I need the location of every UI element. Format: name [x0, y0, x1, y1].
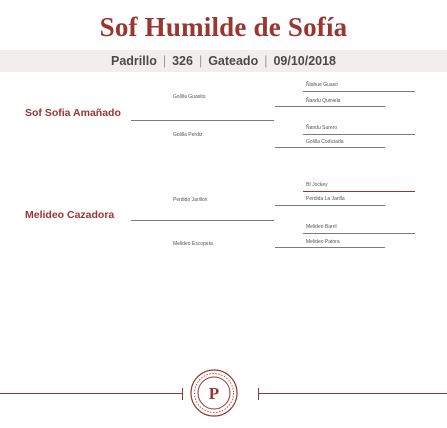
g3-7-name: Melideo Barril: [306, 224, 337, 230]
logo-letter: P: [208, 384, 220, 403]
dam-dam-name: Melideo Escopeta: [173, 241, 213, 247]
dam-name: Melideo Cazadora: [25, 209, 115, 221]
horse-name-title: Sof Humilde de Sofía: [99, 12, 348, 42]
horse-info-band: [0, 50, 447, 72]
g3-5-line: [303, 191, 415, 192]
horse-sex: Padrillo: [110, 54, 157, 68]
sire-dam-name: Golilla Perdiz: [173, 132, 203, 138]
g3-8-line: [275, 247, 385, 248]
separator: |: [264, 54, 268, 68]
g3-6-line: [275, 205, 385, 206]
separator: |: [162, 54, 167, 68]
footer-bar-right: [258, 388, 259, 400]
g3-2-name: Ñandu Quiniela: [306, 98, 341, 104]
separator: |: [198, 54, 203, 68]
sire-name: Sof Sofia Amañado: [25, 107, 121, 119]
g3-1-name: Ñiahue Guaso: [306, 82, 338, 88]
dam-sire-name: Perdido Jarillon: [173, 197, 208, 203]
horse-birthdate: 09/10/2018: [273, 54, 337, 68]
g3-3-line: [303, 134, 415, 135]
dam-line: [131, 220, 274, 221]
g3-3-name: Ñandu Surero: [306, 125, 338, 131]
g3-1-line: [303, 91, 415, 92]
horse-color: Gateado: [208, 54, 259, 68]
g3-2-line: [275, 106, 385, 107]
breeder-logo-icon: [189, 368, 239, 418]
footer-bar-left: [182, 388, 183, 400]
g3-4-name: Golilla Codiciada: [306, 139, 344, 145]
g3-8-name: Melideo Patora: [306, 239, 340, 245]
footer-line-left: [0, 393, 182, 394]
g3-5-name: Bt Jockey: [306, 182, 328, 188]
horse-number: 326: [172, 54, 193, 68]
footer-line-right: [258, 393, 447, 394]
sire-line: [131, 120, 274, 121]
g3-4-line: [275, 147, 385, 148]
sire-sire-name: Golilla Guasito: [173, 94, 206, 100]
g3-6-name: Perdida La Jarilla: [306, 196, 345, 202]
g3-7-line: [303, 233, 415, 234]
